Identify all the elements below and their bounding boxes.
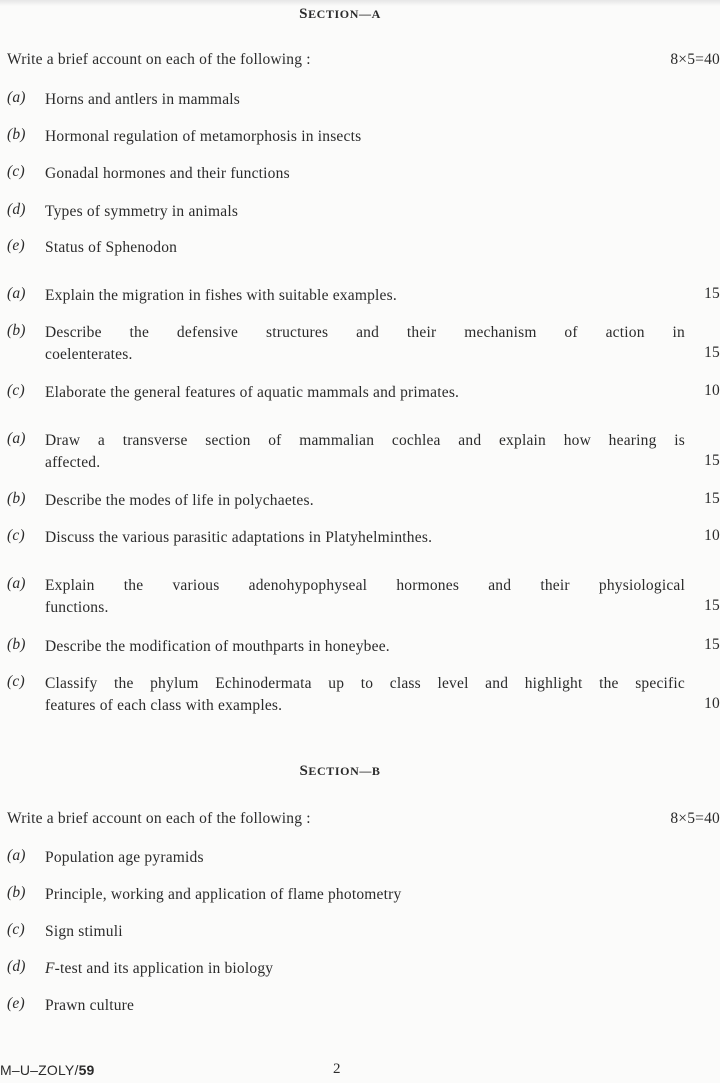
item-label: (c) — [7, 921, 25, 938]
item-marks: 15 — [704, 636, 720, 653]
item-text: Explain the migration in fishes with suitable examples. — [45, 287, 397, 304]
section-a-heading: SECTION—A — [299, 6, 381, 22]
item-label: (a) — [7, 89, 26, 106]
item-label: (d) — [7, 201, 26, 218]
item-text: Draw a transverse section of mammalian cochlea and explain how hearing is — [45, 432, 685, 449]
item-label: (b) — [7, 636, 26, 653]
section-b-heading: SECTION—B — [299, 763, 381, 779]
item-label: (b) — [7, 884, 26, 901]
item-label: (a) — [7, 847, 26, 864]
item-text: Describe the modes of life in polychaetes. — [45, 492, 314, 509]
item-text: Elaborate the general features of aquatic mammals and primates. — [45, 384, 460, 401]
item-text: Classify the phylum Echinodermata up to class level and highlight the specific — [45, 675, 685, 692]
item-marks: 15 — [704, 285, 720, 302]
paper-code: M–U–ZOLY/59 — [0, 1062, 95, 1078]
item-marks: 10 — [704, 527, 720, 544]
section-a-instruction-marks: 8×5=40 — [670, 51, 720, 68]
item-marks: 15 — [704, 344, 720, 361]
item-text: Population age pyramids — [45, 849, 204, 866]
item-marks: 15 — [704, 452, 720, 469]
item-text: Describe the defensive structures and their mechanism of action in — [45, 324, 685, 341]
item-text: Describe the modification of mouthparts in honeybee. — [45, 638, 390, 655]
section-b-instruction: Write a brief account on each of the following : — [7, 810, 311, 827]
item-text: Types of symmetry in animals — [45, 203, 239, 220]
item-text-continued: functions. — [45, 599, 109, 616]
item-text: Sign stimuli — [45, 923, 123, 940]
item-label: (a) — [7, 575, 26, 592]
item-label: (c) — [7, 382, 25, 399]
item-text: Prawn culture — [45, 997, 135, 1014]
item-label: (e) — [7, 237, 25, 254]
item-label: (d) — [7, 958, 26, 975]
item-text: Gonadal hormones and their functions — [45, 165, 290, 182]
page-number: 2 — [333, 1061, 341, 1077]
item-label: (c) — [7, 163, 25, 180]
item-text: Status of Sphenodon — [45, 239, 178, 256]
item-label: (e) — [7, 995, 25, 1012]
item-text-continued: features of each class with examples. — [45, 697, 283, 714]
item-text-continued: affected. — [45, 454, 101, 471]
item-text: F-test and its application in biology — [45, 960, 274, 977]
item-text-continued: coelenterates. — [45, 346, 133, 363]
section-b-instruction-marks: 8×5=40 — [670, 810, 720, 827]
item-text: Horns and antlers in mammals — [45, 91, 241, 108]
item-label: (b) — [7, 490, 26, 507]
item-label: (b) — [7, 126, 26, 143]
section-a-instruction: Write a brief account on each of the following : — [7, 51, 311, 68]
item-text: Discuss the various parasitic adaptations in Platyhelminthes. — [45, 529, 433, 546]
item-label: (a) — [7, 285, 26, 302]
item-text: Explain the various adenohypophyseal hormones and their physiological — [45, 577, 685, 594]
item-label: (c) — [7, 673, 25, 690]
item-marks: 10 — [704, 695, 720, 712]
item-marks: 15 — [704, 597, 720, 614]
item-label: (a) — [7, 430, 26, 447]
item-marks: 10 — [704, 382, 720, 399]
item-text: Principle, working and application of flame photometry — [45, 886, 402, 903]
item-text: Hormonal regulation of metamorphosis in insects — [45, 128, 362, 145]
item-label: (c) — [7, 527, 25, 544]
item-label: (b) — [7, 322, 26, 339]
item-marks: 15 — [704, 490, 720, 507]
